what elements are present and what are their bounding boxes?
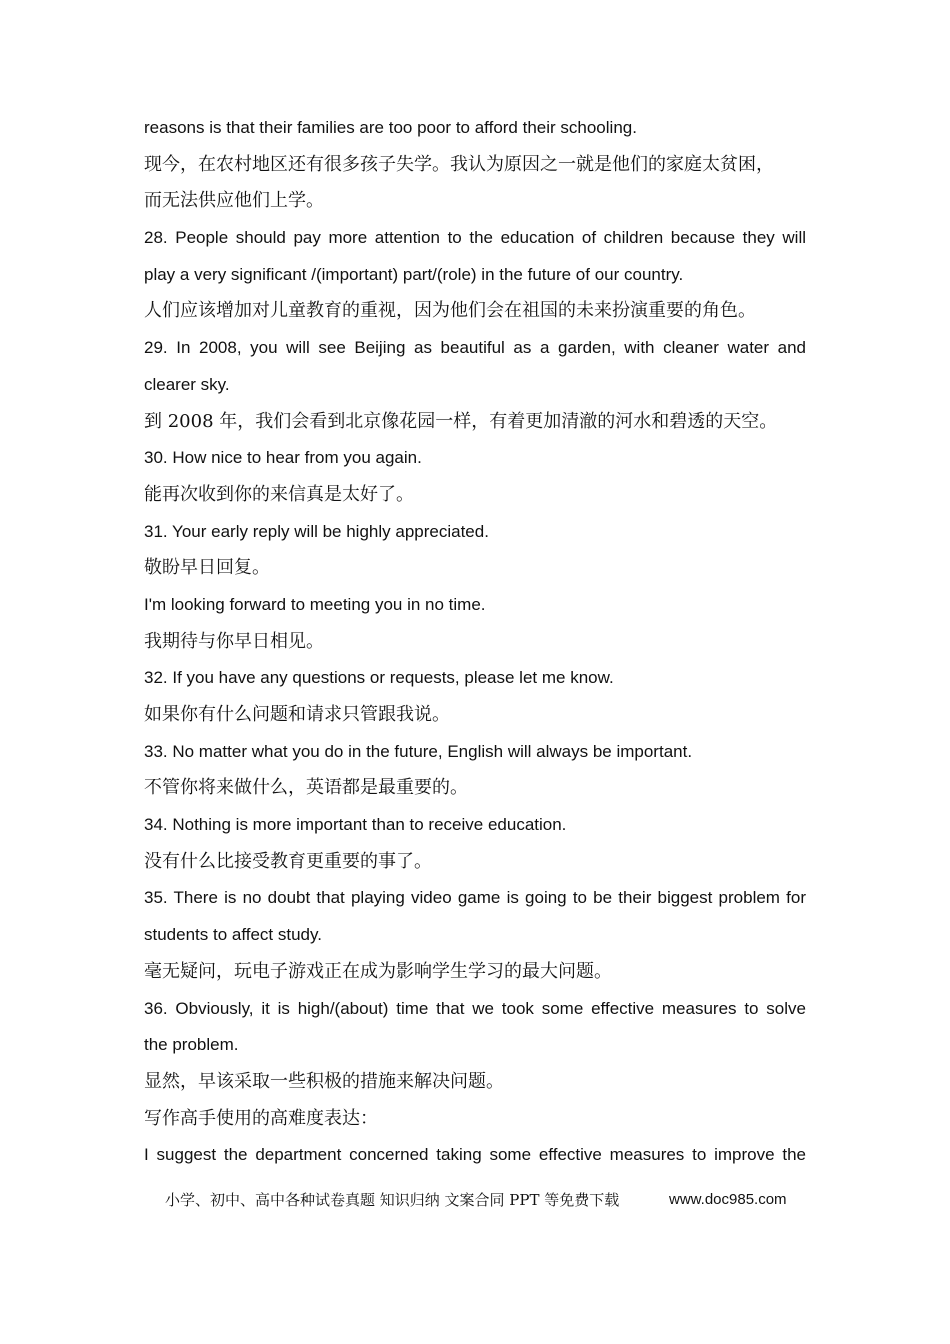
text-line: 而无法供应他们上学。 (144, 190, 324, 212)
text-line: 毫无疑问，玩电子游戏正在成为影响学生学习的最大问题。 (144, 960, 612, 982)
text-line: 显然，早该采取一些积极的措施来解决问题。 (144, 1070, 504, 1092)
text-line: clearer sky. (144, 374, 230, 394)
text-line: I suggest the department concerned taking some effective measures to improve the (144, 1145, 806, 1165)
text-line: 敬盼早日回复。 (144, 557, 270, 579)
text-line: 写作高手使用的高难度表达： (144, 1107, 378, 1129)
text-line: 现今，在农村地区还有很多孩子失学。我认为原因之一就是他们的家庭太贫困， (144, 153, 774, 175)
text-line: reasons is that their families are too poor to afford their schooling. (144, 118, 637, 137)
text-line: 35. There is no doubt that playing video game is going to be their biggest problem for (144, 888, 806, 908)
text-line: 不管你将来做什么，英语都是最重要的。 (144, 777, 468, 799)
text-line: 34. Nothing is more important than to receive education. (144, 815, 567, 835)
text-line: 能再次收到你的来信真是太好了。 (144, 483, 414, 505)
text-line: play a very significant /(important) part/(role) in the future of our country. (144, 264, 684, 284)
text-line: 我期待与你早日相见。 (144, 630, 324, 652)
text-line: 28. People should pay more attention to the education of children because they will (144, 228, 806, 248)
text-line: students to affect study. (144, 925, 322, 945)
text-line: 人们应该增加对儿童教育的重视，因为他们会在祖国的未来扮演重要的角色。 (144, 300, 756, 322)
text-line: 36. Obviously, it is high/(about) time that we took some effective measures to solve (144, 998, 806, 1018)
text-line: 30. How nice to hear from you again. (144, 448, 422, 468)
footer-url: www.doc985.com (669, 1191, 787, 1208)
text-line: I'm looking forward to meeting you in no time. (144, 594, 486, 614)
text-line: 没有什么比接受教育更重要的事了。 (144, 850, 432, 872)
text-line: 31. Your early reply will be highly appreciated. (144, 521, 489, 541)
footer-text: 小学、初中、高中各种试卷真题 知识归纳 文案合同 PPT 等免费下载 (165, 1191, 620, 1209)
text-line: the problem. (144, 1035, 239, 1055)
text-line: 到 2008 年，我们会看到北京像花园一样，有着更加清澈的河水和碧透的天空。 (144, 410, 778, 432)
text-line: 如果你有什么问题和请求只管跟我说。 (144, 704, 450, 725)
document-body (144, 110, 806, 1174)
text-line: 33. No matter what you do in the future, English will always be important. (144, 741, 693, 761)
text-line: 29. In 2008, you will see Beijing as beautiful as a garden, with cleaner water and (144, 338, 806, 358)
page-footer (165, 1188, 805, 1213)
text-line: 32. If you have any questions or requests, please let me know. (144, 668, 614, 688)
